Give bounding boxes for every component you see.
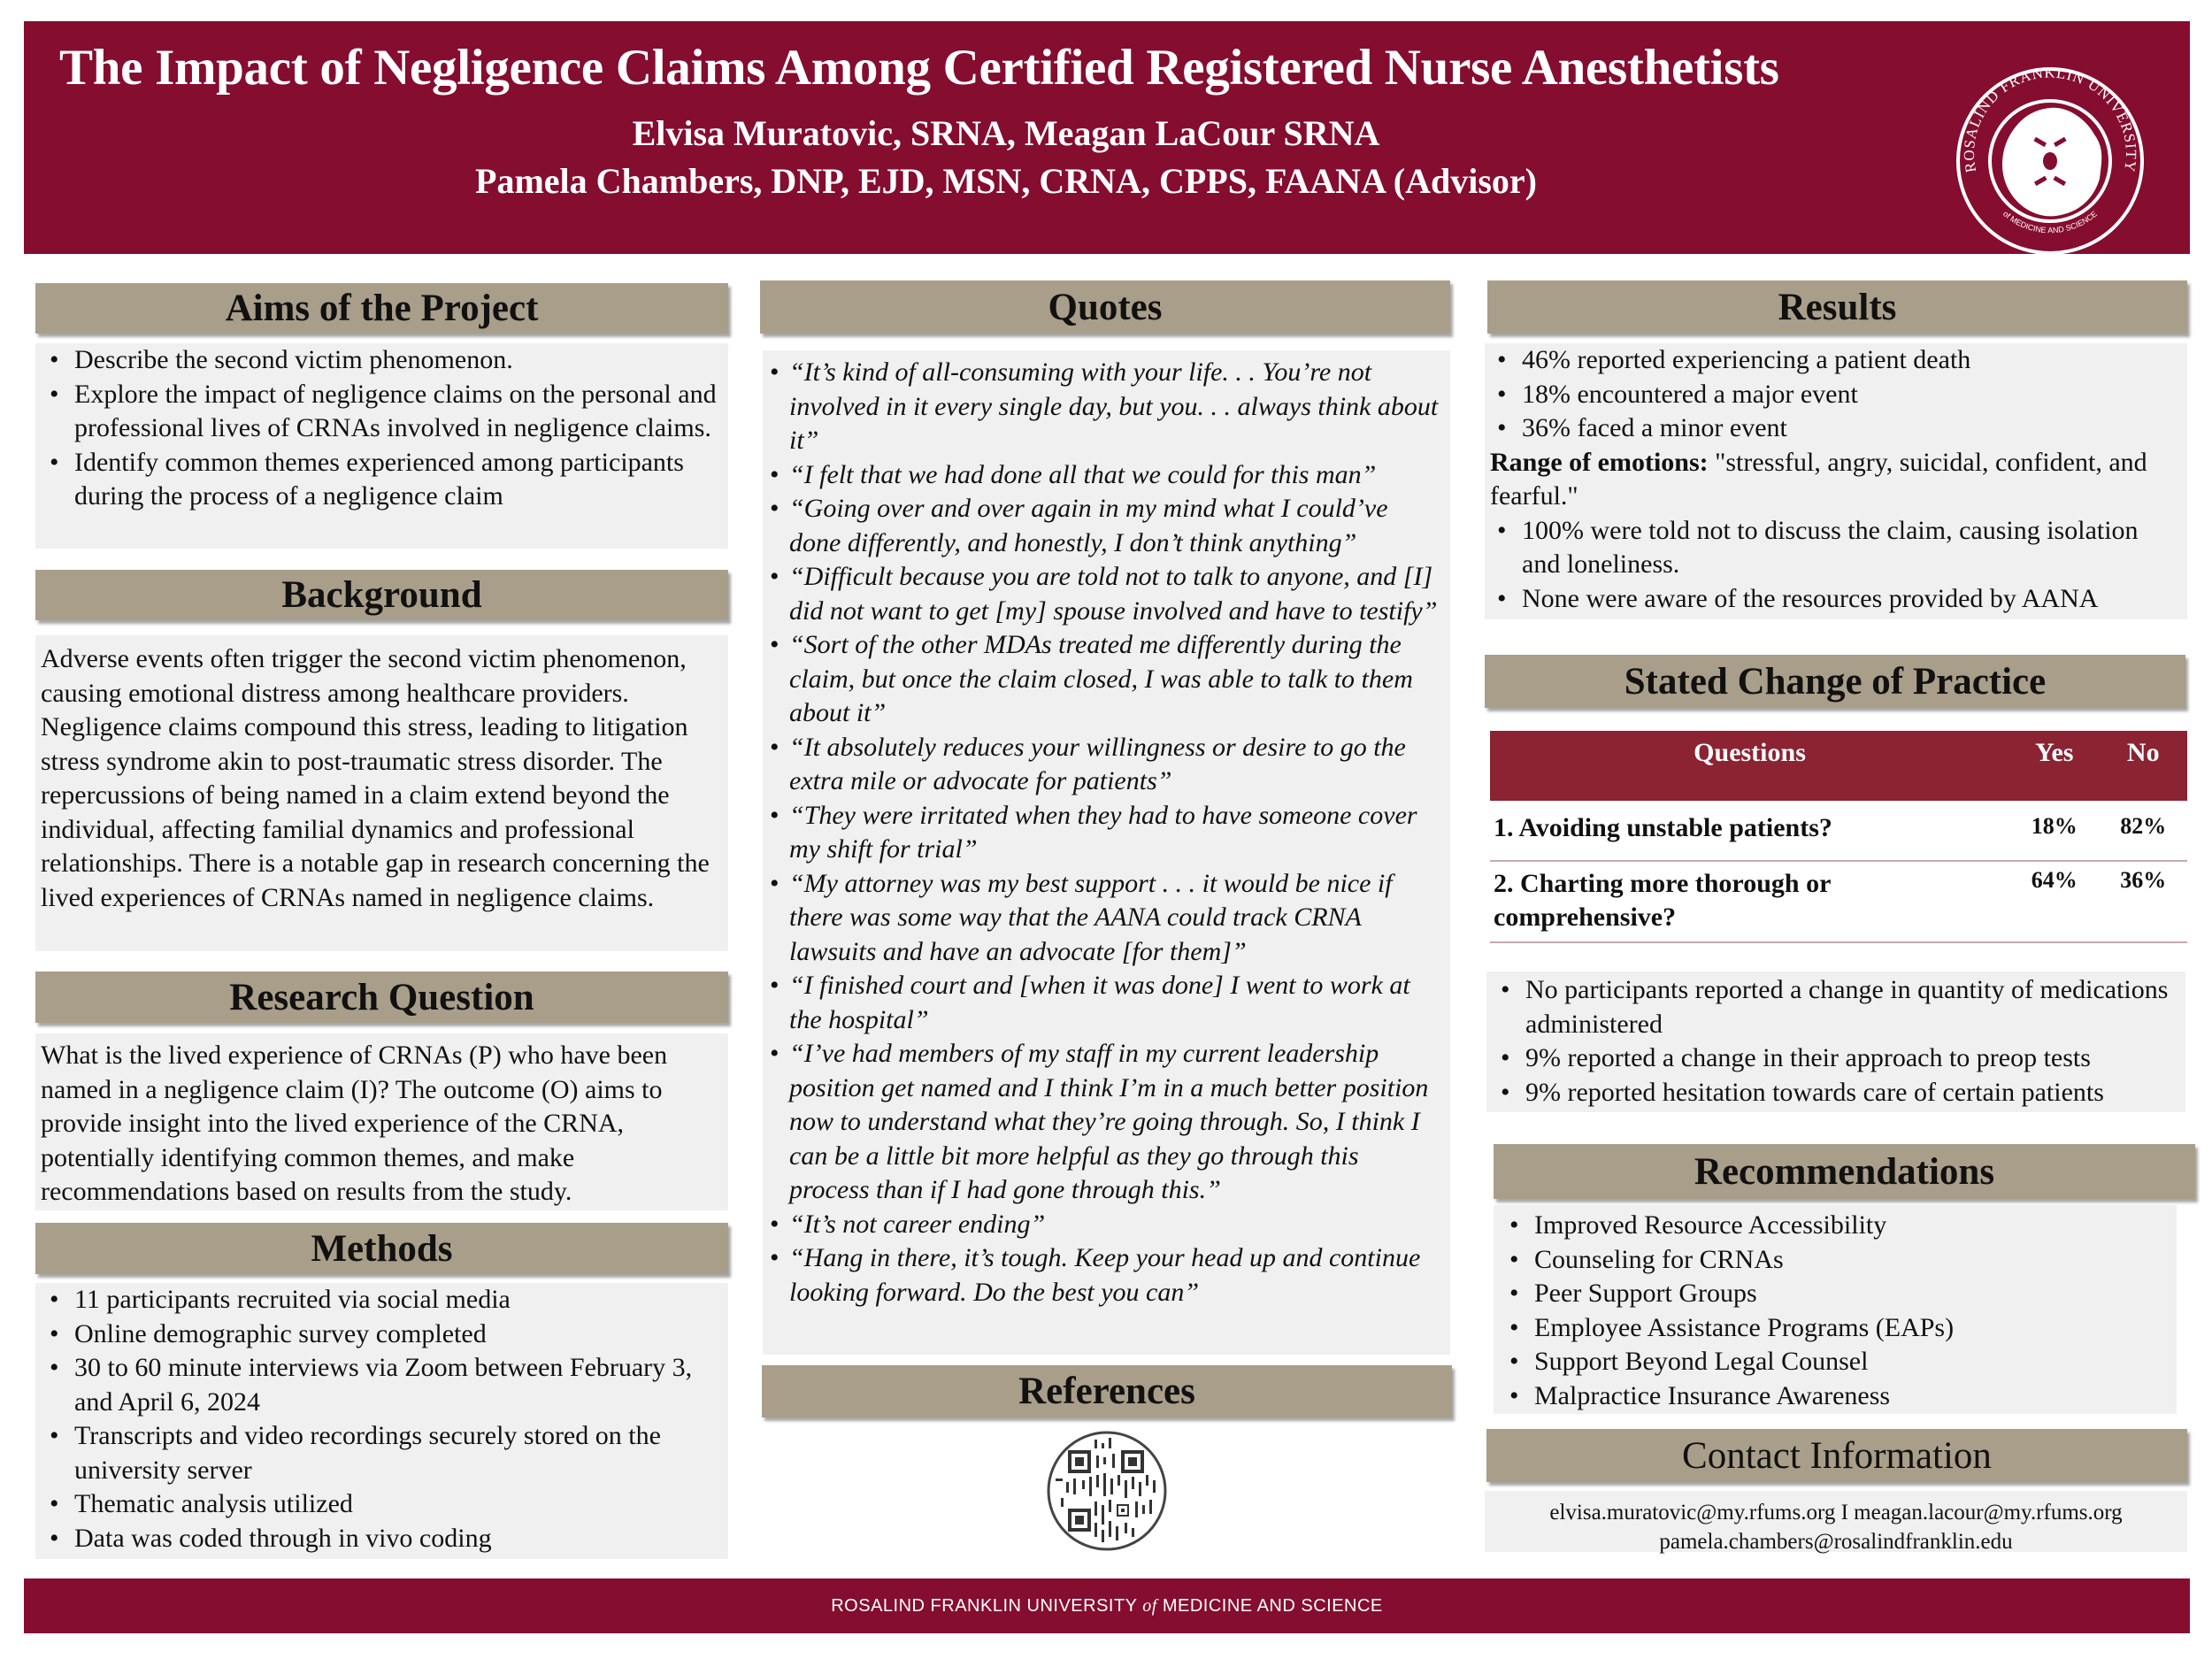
practice-heading: Stated Change of Practice: [1485, 655, 2185, 708]
methods-item: • 30 to 60 minute interviews via Zoom between February 3, and April 6, 2024: [42, 1351, 721, 1419]
contact-emails-students[interactable]: elvisa.muratovic@my.rfums.org I meagan.lacour@my.rfums.org: [1549, 1501, 2123, 1525]
results-content: [1485, 343, 2187, 619]
emotions-text: [1490, 446, 2182, 514]
row-no: 82%: [2100, 801, 2188, 861]
footer-text-right: MEDICINE AND SCIENCE: [1156, 1596, 1383, 1616]
quote-item: • “It’s not career ending”: [770, 1208, 1443, 1242]
row-no: 36%: [2100, 861, 2188, 942]
aims-item: • Explore the impact of negligence claims on the personal and professional lives of CRNAs involved in negligence claims.: [42, 378, 721, 446]
recommendation-item: • Support Beyond Legal Counsel: [1502, 1345, 2168, 1379]
background-heading: Background: [35, 570, 728, 620]
research-question-content: [35, 1033, 728, 1210]
contact-heading: Contact Information: [1486, 1429, 2187, 1482]
practice-table-header: [1490, 731, 2187, 801]
emotions-label: Range of emotions:: [1490, 447, 1709, 477]
aims-item: • Identify common themes experienced among participants during the process of a negligence claim: [42, 446, 721, 514]
background-content: [35, 635, 728, 951]
authors: [24, 110, 1988, 205]
recommendations-heading: Recommendations: [1494, 1144, 2195, 1199]
footer-banner: [24, 1578, 2190, 1633]
row-question: 2. Charting more thorough or comprehensive?: [1490, 861, 2009, 942]
methods-item: • Transcripts and video recordings securely stored on the university server: [42, 1419, 721, 1487]
quote-item: • “I felt that we had done all that we could for this man”: [770, 458, 1443, 493]
poster-header: [24, 21, 2190, 254]
quote-item: • “They were irritated when they had to have someone cover my shift for trial”: [770, 799, 1443, 867]
quote-item: • “I finished court and [when it was done] I went to work at the hospital”: [770, 969, 1443, 1037]
footer-text-of: of: [1142, 1596, 1157, 1616]
poster-title: The Impact of Negligence Claims Among Certified Registered Nurse Anesthetists: [59, 40, 1779, 96]
quote-item: • “It absolutely reduces your willingness or desire to go the extra mile or advocate for patients”: [770, 731, 1443, 799]
svg-text:ROSALIND FRANKLIN UNIVERSITY: ROSALIND FRANKLIN UNIVERSITY: [1960, 64, 2140, 174]
quotes-content: [763, 350, 1450, 1355]
quotes-heading: Quotes: [760, 280, 1450, 334]
university-seal-icon: [1953, 64, 2147, 258]
authors-advisor: Pamela Chambers, DNP, EJD, MSN, CRNA, CPPS, FAANA (Advisor): [475, 161, 1537, 201]
practice-table: [1490, 731, 2187, 943]
recommendations-content: [1494, 1205, 2177, 1414]
authors-students: Elvisa Muratovic, SRNA, Meagan LaCour SRNA: [632, 113, 1380, 153]
results-item: • 100% were told not to discuss the claim, causing isolation and loneliness.: [1490, 514, 2182, 582]
table-row: [1490, 801, 2187, 861]
col-yes: Yes: [2009, 731, 2099, 801]
practice-notes: [1486, 972, 2185, 1112]
results-item: • None were aware of the resources provided by AANA: [1490, 582, 2182, 617]
quote-item: • “Hang in there, it’s tough. Keep your head up and continue looking forward. Do the best you can”: [770, 1241, 1443, 1310]
practice-note-item: • No participants reported a change in quantity of medications administered: [1494, 973, 2178, 1041]
recommendation-item: • Employee Assistance Programs (EAPs): [1502, 1311, 2168, 1346]
recommendation-item: • Counseling for CRNAs: [1502, 1243, 2168, 1278]
results-item: • 36% faced a minor event: [1490, 411, 2182, 446]
quote-item: • “Difficult because you are told not to talk to anyone, and [I] did not want to get [my] spouse involved and have to testify”: [770, 560, 1443, 628]
aims-heading: Aims of the Project: [35, 283, 728, 334]
research-question-text: What is the lived experience of CRNAs (P) who have been named in a negligence claim (I)? The outcome (O) aims to provide insight into the lived experience of the CRNA, potentially identifying common themes, and make recommendations based on results from the study.: [41, 1041, 668, 1206]
research-question-heading: Research Question: [35, 972, 728, 1023]
row-yes: 64%: [2009, 861, 2099, 942]
emotions-list: "stressful, angry, suicidal, confident, and fearful.": [1490, 447, 2147, 511]
row-yes: 18%: [2009, 801, 2099, 861]
quote-item: • “Going over and over again in my mind what I could’ve done differently, and honestly, I don’t think anything”: [770, 492, 1443, 560]
contact-email-advisor[interactable]: pamela.chambers@rosalindfranklin.edu: [1659, 1530, 2013, 1554]
quote-item: • “I’ve had members of my staff in my current leadership position get named and I think I’m in a much better position now to understand what they’re going through. So, I think I can be a little bit more helpful as they go through this process than if I had gone through this.”: [770, 1037, 1443, 1208]
results-heading: Results: [1487, 280, 2187, 334]
methods-heading: Methods: [35, 1223, 728, 1274]
recommendation-item: • Malpractice Insurance Awareness: [1502, 1379, 2168, 1414]
methods-item: • Data was coded through in vivo coding: [42, 1522, 721, 1556]
svg-text:of MEDICINE AND SCIENCE: of MEDICINE AND SCIENCE: [2001, 209, 2100, 235]
methods-item: • Online demographic survey completed: [42, 1317, 721, 1352]
recommendation-item: • Improved Resource Accessibility: [1502, 1209, 2168, 1243]
recommendation-item: • Peer Support Groups: [1502, 1277, 2168, 1311]
footer-text-left: ROSALIND FRANKLIN UNIVERSITY: [831, 1596, 1143, 1616]
col-no: No: [2100, 731, 2188, 801]
row-question: 1. Avoiding unstable patients?: [1490, 801, 2009, 861]
methods-item: • Thematic analysis utilized: [42, 1487, 721, 1522]
quote-item: • “My attorney was my best support . . . it would be nice if there was some way that the AANA could track CRNA lawsuits and have an advocate [for them]”: [770, 867, 1443, 970]
quote-item: • “It’s kind of all-consuming with your life. . . You’re not involved in it every single day, but you. . . always think about it”: [770, 356, 1443, 458]
aims-item: • Describe the second victim phenomenon.: [42, 343, 721, 378]
results-item: • 46% reported experiencing a patient death: [1490, 343, 2182, 378]
practice-note-item: • 9% reported hesitation towards care of certain patients: [1494, 1076, 2178, 1110]
qr-code-icon[interactable]: [1047, 1431, 1167, 1551]
aims-content: [35, 343, 728, 549]
methods-item: • 11 participants recruited via social media: [42, 1283, 721, 1317]
results-item: • 18% encountered a major event: [1490, 378, 2182, 412]
methods-content: [35, 1283, 728, 1559]
col-questions: Questions: [1490, 731, 2009, 801]
quote-item: • “Sort of the other MDAs treated me differently during the claim, but once the claim closed, I was able to talk to them about it”: [770, 628, 1443, 731]
background-text: Adverse events often trigger the second victim phenomenon, causing emotional distress among healthcare providers. Negligence claims compound this stress, leading to litigation stress syndrome akin to post-traumatic stress disorder. The repercussions of being named in a claim extend beyond the individual, affecting familial dynamics and professional relationships. There is a notable gap in research concerning the lived experiences of CRNAs named in negligence claims.: [41, 644, 710, 912]
references-heading: References: [762, 1365, 1452, 1417]
contact-content: [1485, 1491, 2187, 1552]
practice-note-item: • 9% reported a change in their approach to preop tests: [1494, 1041, 2178, 1076]
table-row: [1490, 861, 2187, 942]
